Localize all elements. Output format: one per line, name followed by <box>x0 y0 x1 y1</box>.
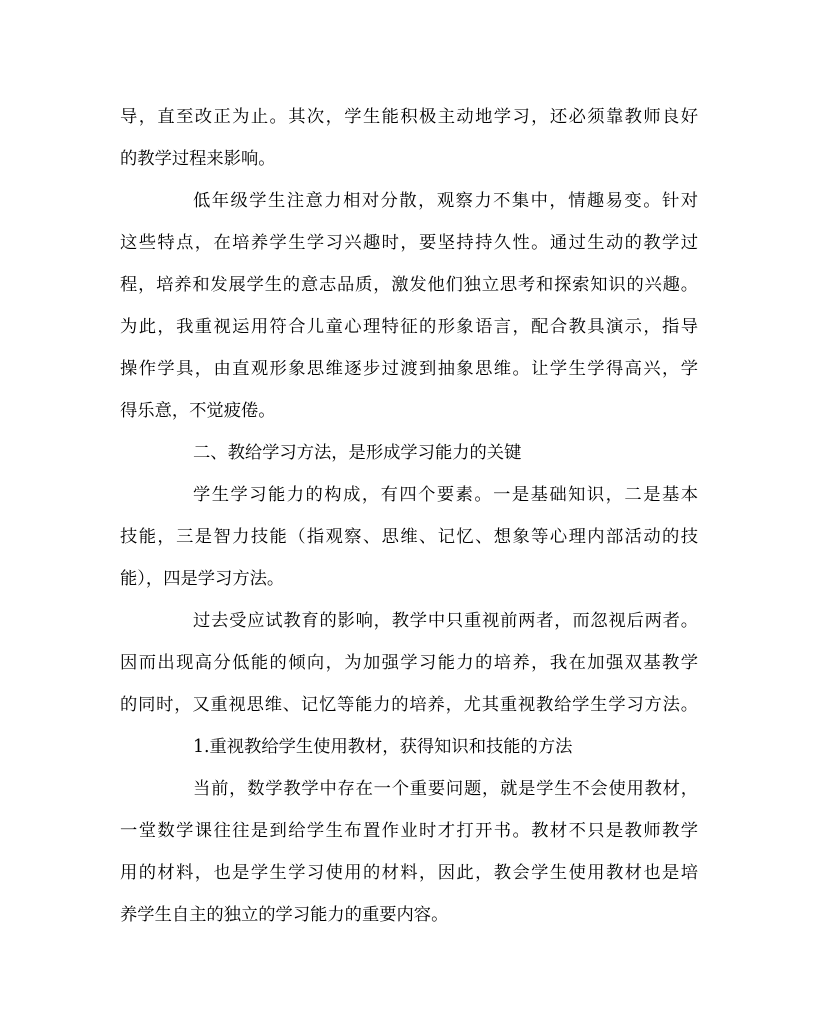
body-text-line: 为此，我重视运用符合儿童心理特征的形象语言，配合教具演示，指导 <box>120 317 698 337</box>
subsection-heading: 1.重视教给学生使用教材，获得知识和技能的方法 <box>193 737 573 757</box>
paragraph-first-line: 过去受应试教育的影响，教学中只重视前两者，而忽视后两者。 <box>193 611 698 631</box>
body-text-line: 导，直至改正为止。其次，学生能积极主动地学习，还必须靠教师良好 <box>120 107 698 127</box>
paragraph-first-line: 低年级学生注意力相对分散，观察力不集中，情趣易变。针对 <box>193 191 698 211</box>
paragraph-first-line: 当前，数学教学中存在一个重要问题，就是学生不会使用教材， <box>193 779 698 799</box>
body-text-line: 程，培养和发展学生的意志品质，激发他们独立思考和探索知识的兴趣。 <box>120 275 698 295</box>
body-text-line: 养学生自主的独立的学习能力的重要内容。 <box>120 905 449 925</box>
body-text-line: 得乐意，不觉疲倦。 <box>120 401 276 421</box>
body-text-line: 用的材料，也是学生学习使用的材料，因此，教会学生使用教材也是培 <box>120 863 698 883</box>
paragraph-first-line: 学生学习能力的构成，有四个要素。一是基础知识，二是基本 <box>193 485 698 505</box>
body-text-line: 这些特点，在培养学生学习兴趣时，要坚持持久性。通过生动的教学过 <box>120 233 698 253</box>
body-text-line: 一堂数学课往往是到给学生布置作业时才打开书。教材不只是教师教学 <box>120 821 698 841</box>
body-text-line: 的同时，又重视思维、记忆等能力的培养，尤其重视教给学生学习方法。 <box>120 695 698 715</box>
body-text-line: 因而出现高分低能的倾向，为加强学习能力的培养，我在加强双基教学 <box>120 653 698 673</box>
body-text-line: 能），四是学习方法。 <box>120 569 285 589</box>
body-text-line: 技能，三是智力技能（指观察、思维、记忆、想象等心理内部活动的技 <box>120 527 698 547</box>
body-text-line: 操作学具，由直观形象思维逐步过渡到抽象思维。让学生学得高兴，学 <box>120 359 698 379</box>
section-heading: 二、教给学习方法，是形成学习能力的关键 <box>193 443 522 463</box>
body-text-line: 的教学过程来影响。 <box>120 149 276 169</box>
